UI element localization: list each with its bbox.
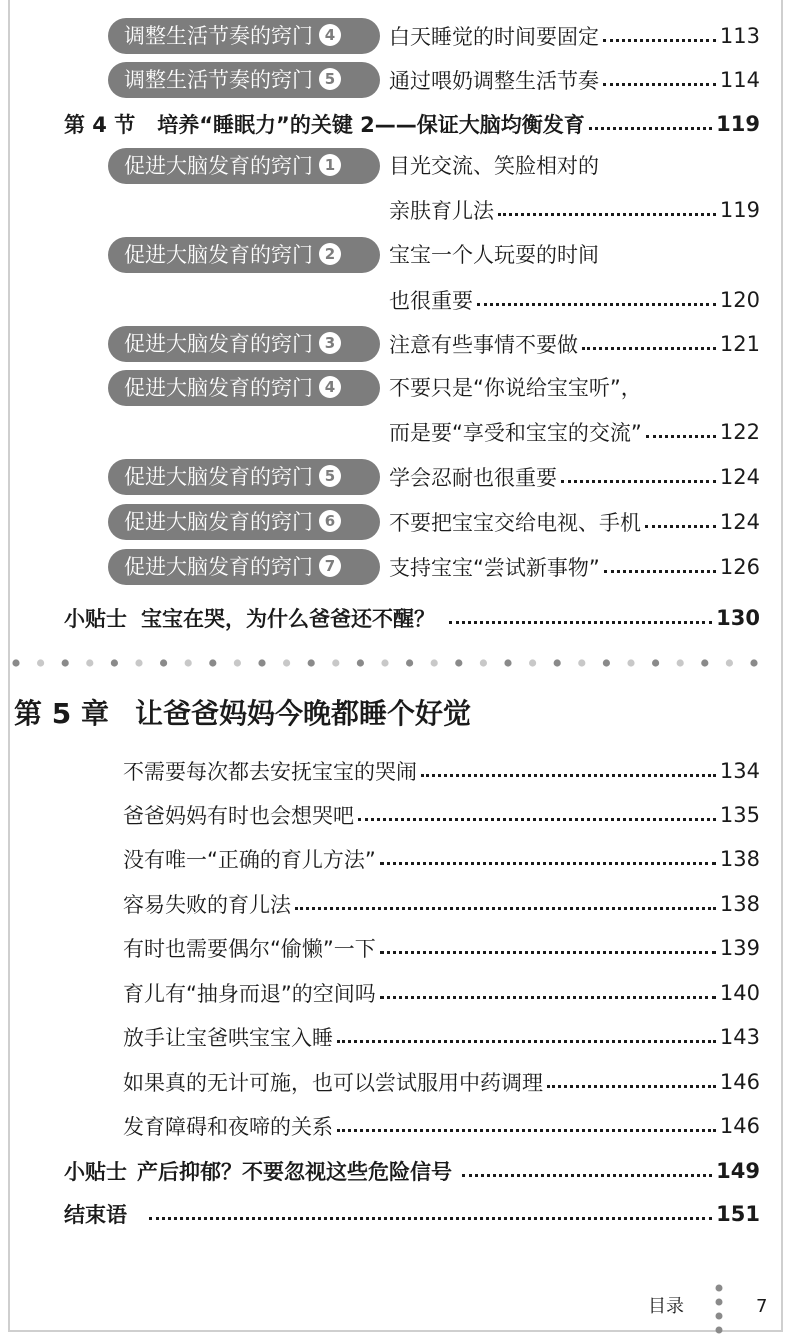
footer-dots-decoration [713,1282,725,1338]
ending-label: 结束语 [64,1203,127,1227]
tip-title: 产后抑郁？不要忽视这些危险信号 [137,1160,452,1184]
toc-entry[interactable]: 注意有些事情不要做 121 [389,332,760,357]
page-number: 120 [719,288,760,312]
chapter-label: 第 5 章 [14,697,109,730]
separator-dot [529,659,536,666]
number-badge: 4 [319,24,341,46]
tip-pill: 促进大脑发育的窍门 4 [108,370,380,406]
toc-entry[interactable]: 而是要“享受和宝宝的交流” 122 [389,420,760,445]
dot-leader [603,83,716,86]
separator-dot [480,659,487,666]
tip-entry[interactable] [64,1153,760,1189]
dot-leader [337,1040,716,1043]
page-number: 114 [719,68,760,92]
separator-dot [209,659,216,666]
separator-dot [135,659,142,666]
dot-leader [589,127,712,130]
toc-entry[interactable]: 如果真的无计可施，也可以尝试服用中药调理 146 [123,1070,760,1095]
tip-pill: 调整生活节奏的窍门 5 [108,62,380,98]
separator-dot [160,659,167,666]
page-number: 124 [719,510,760,534]
separator-dot [455,659,462,666]
tip-pill: 促进大脑发育的窍门 2 [108,237,380,273]
page-border-left [8,0,10,1330]
chapter-title: 让爸爸妈妈今晚都睡个好觉 [134,697,471,730]
toc-entry[interactable]: 爸爸妈妈有时也会想哭吧 135 [123,803,760,828]
page-border-bottom [8,1330,783,1332]
separator-dot [381,659,388,666]
section-entry[interactable] [64,106,760,142]
dot-leader [380,996,716,999]
separator-dot [185,659,192,666]
dot-leader [421,774,716,777]
section-label: 第 4 节 [64,113,136,137]
separator-dot [750,659,757,666]
separator-dot [111,659,118,666]
page-number: 122 [719,420,760,444]
number-badge: 5 [319,68,341,90]
separator-dot [652,659,659,666]
toc-entry[interactable]: 通过喂奶调整生活节奏 114 [389,68,760,93]
toc-entry[interactable]: 也很重要 120 [389,288,760,313]
dot-leader [380,862,716,865]
toc-entry-line1[interactable]: 宝宝一个人玩耍的时间 [389,243,599,267]
separator-dot [431,659,438,666]
number-badge: 3 [319,332,341,354]
toc-entry[interactable]: 不需要每次都去安抚宝宝的哭闹 134 [123,759,760,784]
toc-entry-line1[interactable]: 目光交流、笑脸相对的 [389,154,599,178]
footer-page-number: 7 [756,1296,768,1317]
toc-entry[interactable]: 支持宝宝“尝试新事物” 126 [389,555,760,580]
dot-leader [462,1174,712,1177]
page-number: 143 [719,1025,760,1049]
toc-entry[interactable]: 没有唯一“正确的育儿方法” 138 [123,847,760,872]
page-number: 146 [719,1114,760,1138]
number-badge: 7 [319,555,341,577]
separator-dot [283,659,290,666]
separator-dot [677,659,684,666]
separator-dot [37,659,44,666]
tip-pill: 促进大脑发育的窍门 6 [108,504,380,540]
toc-entry[interactable]: 亲肤育儿法 119 [389,198,760,223]
footer-section-label: 目录 [648,1296,684,1317]
page-number: 146 [719,1070,760,1094]
page-number: 124 [719,465,760,489]
page-number: 113 [719,24,760,48]
dot-leader [561,480,716,483]
tip-pill: 促进大脑发育的窍门 5 [108,459,380,495]
dotted-separator [12,656,772,670]
separator-dot [234,659,241,666]
separator-dot [701,659,708,666]
page-number: 135 [719,803,760,827]
number-badge: 2 [319,243,341,265]
separator-dot [86,659,93,666]
page-number: 126 [719,555,760,579]
separator-dot [258,659,265,666]
dot-leader [295,907,716,910]
tip-pill: 促进大脑发育的窍门 3 [108,326,380,362]
separator-dot [357,659,364,666]
tip-pill: 促进大脑发育的窍门 1 [108,148,380,184]
separator-dot [603,659,610,666]
page-border-right [781,0,783,1330]
toc-entry[interactable]: 白天睡觉的时间要固定 113 [389,24,760,49]
tip-pill: 促进大脑发育的窍门 7 [108,549,380,585]
number-badge: 4 [319,376,341,398]
page-number: 151 [716,1202,760,1226]
separator-dot [726,659,733,666]
dot-leader [477,303,716,306]
toc-entry[interactable]: 放手让宝爸哄宝宝入睡 143 [123,1025,760,1050]
toc-entry[interactable]: 育儿有“抽身而退”的空间吗 140 [123,981,760,1006]
dot-leader [380,951,716,954]
dot-leader [149,1217,712,1220]
tip-entry[interactable] [64,600,760,636]
separator-dot [578,659,585,666]
tip-label: 小贴士 [64,1160,127,1184]
toc-entry-line1[interactable]: 不要只是“你说给宝宝听”， [389,376,642,400]
toc-entry[interactable]: 不要把宝宝交给电视、手机 124 [389,510,760,535]
number-badge: 6 [319,510,341,532]
separator-dot [332,659,339,666]
dot-leader [337,1129,716,1132]
tip-pill: 调整生活节奏的窍门 4 [108,18,380,54]
dot-leader [358,818,716,821]
number-badge: 5 [319,465,341,487]
page-number: 139 [719,936,760,960]
chapter-heading [14,694,471,734]
dot-leader [645,525,716,528]
page-number: 134 [719,759,760,783]
separator-dot [554,659,561,666]
separator-dot [308,659,315,666]
number-badge: 1 [319,154,341,176]
section-title: 培养“睡眠力”的关键 2——保证大脑均衡发育 [157,113,585,137]
dot-leader [498,213,716,216]
page-number: 138 [719,847,760,871]
page-number: 138 [719,892,760,916]
page-number: 119 [716,112,760,136]
ending-entry[interactable] [64,1196,760,1232]
separator-dot [627,659,634,666]
page-number: 121 [719,332,760,356]
dot-leader [603,39,716,42]
dot-leader [449,621,712,624]
separator-dot [504,659,511,666]
dot-leader [547,1085,716,1088]
toc-entry[interactable]: 容易失败的育儿法 138 [123,892,760,917]
dot-leader [582,347,716,350]
toc-entry[interactable]: 发育障碍和夜啼的关系 146 [123,1114,760,1139]
separator-dot [406,659,413,666]
page-number: 130 [716,606,760,630]
dot-leader [604,570,716,573]
separator-dot [12,659,19,666]
page-number: 119 [719,198,760,222]
tip-title: 宝宝在哭，为什么爸爸还不醒？ [141,607,435,631]
separator-dot [62,659,69,666]
tip-label: 小贴士 [64,607,127,631]
toc-entry[interactable]: 学会忍耐也很重要 124 [389,465,760,490]
page-number: 140 [719,981,760,1005]
page-number: 149 [716,1159,760,1183]
toc-entry[interactable]: 有时也需要偶尔“偷懒”一下 139 [123,936,760,961]
dot-leader [646,435,716,438]
